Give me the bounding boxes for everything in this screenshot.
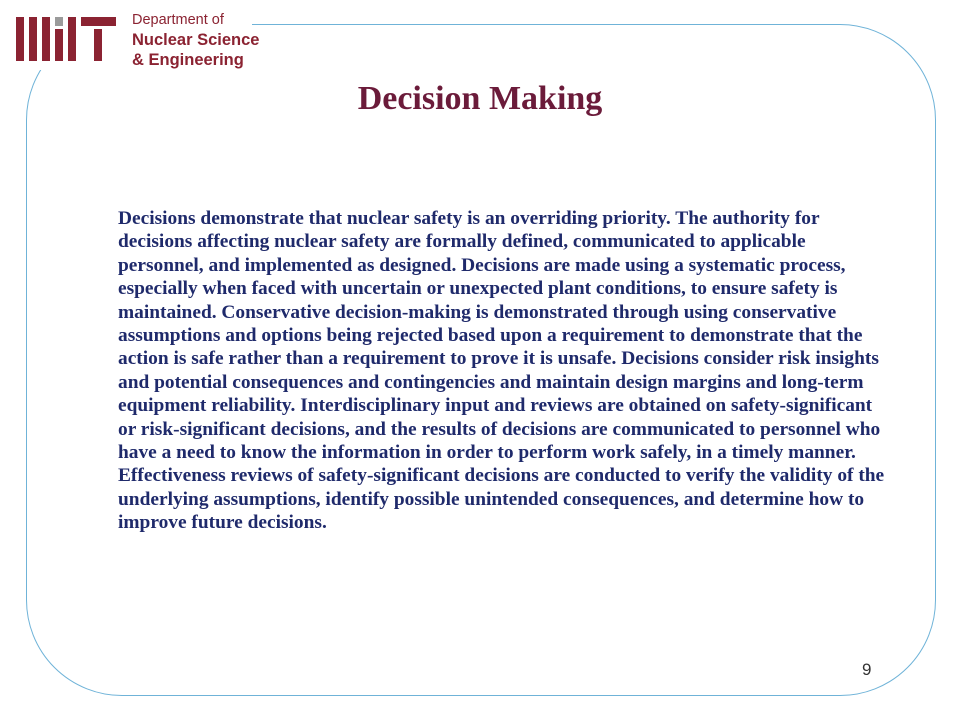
- department-line-1: Department of: [132, 12, 224, 28]
- department-line-3: & Engineering: [132, 50, 244, 69]
- slide-body-text: Decisions demonstrate that nuclear safety is an overriding priority. The authority for decisions affecting nuclear safety are formally defined, communicated to applicable personnel, and implemented as designed. Decisions are made using a systematic process, especially when faced with uncertain or unexpected plant conditions, to ensure safety is maintained. Conservative decision-making is demonstrated through using conservative assumptions and options being rejected based upon a requirement to demonstrate that the action is safe rather than a requirement to prove it is unsafe. Decisions consider risk insights and potential consequences and contingencies and maintain design margins and long-term equipment reliability. Interdisciplinary input and reviews are obtained on safety-significant or risk-significant decisions, and the results of decisions are communicated to personnel who have a need to know the information in order to perform work safely, in a timely manner. Effectiveness reviews of safety-significant decisions are conducted to verify the validity of the underlying assumptions, identify possible unintended consequences, and determine how to improve future decisions.: [118, 208, 885, 534]
- page-number: 9: [862, 660, 872, 679]
- slide-title: Decision Making: [357, 80, 603, 117]
- mit-logo: [16, 17, 116, 61]
- department-line-2: Nuclear Science: [132, 30, 260, 49]
- department-name: [132, 12, 260, 70]
